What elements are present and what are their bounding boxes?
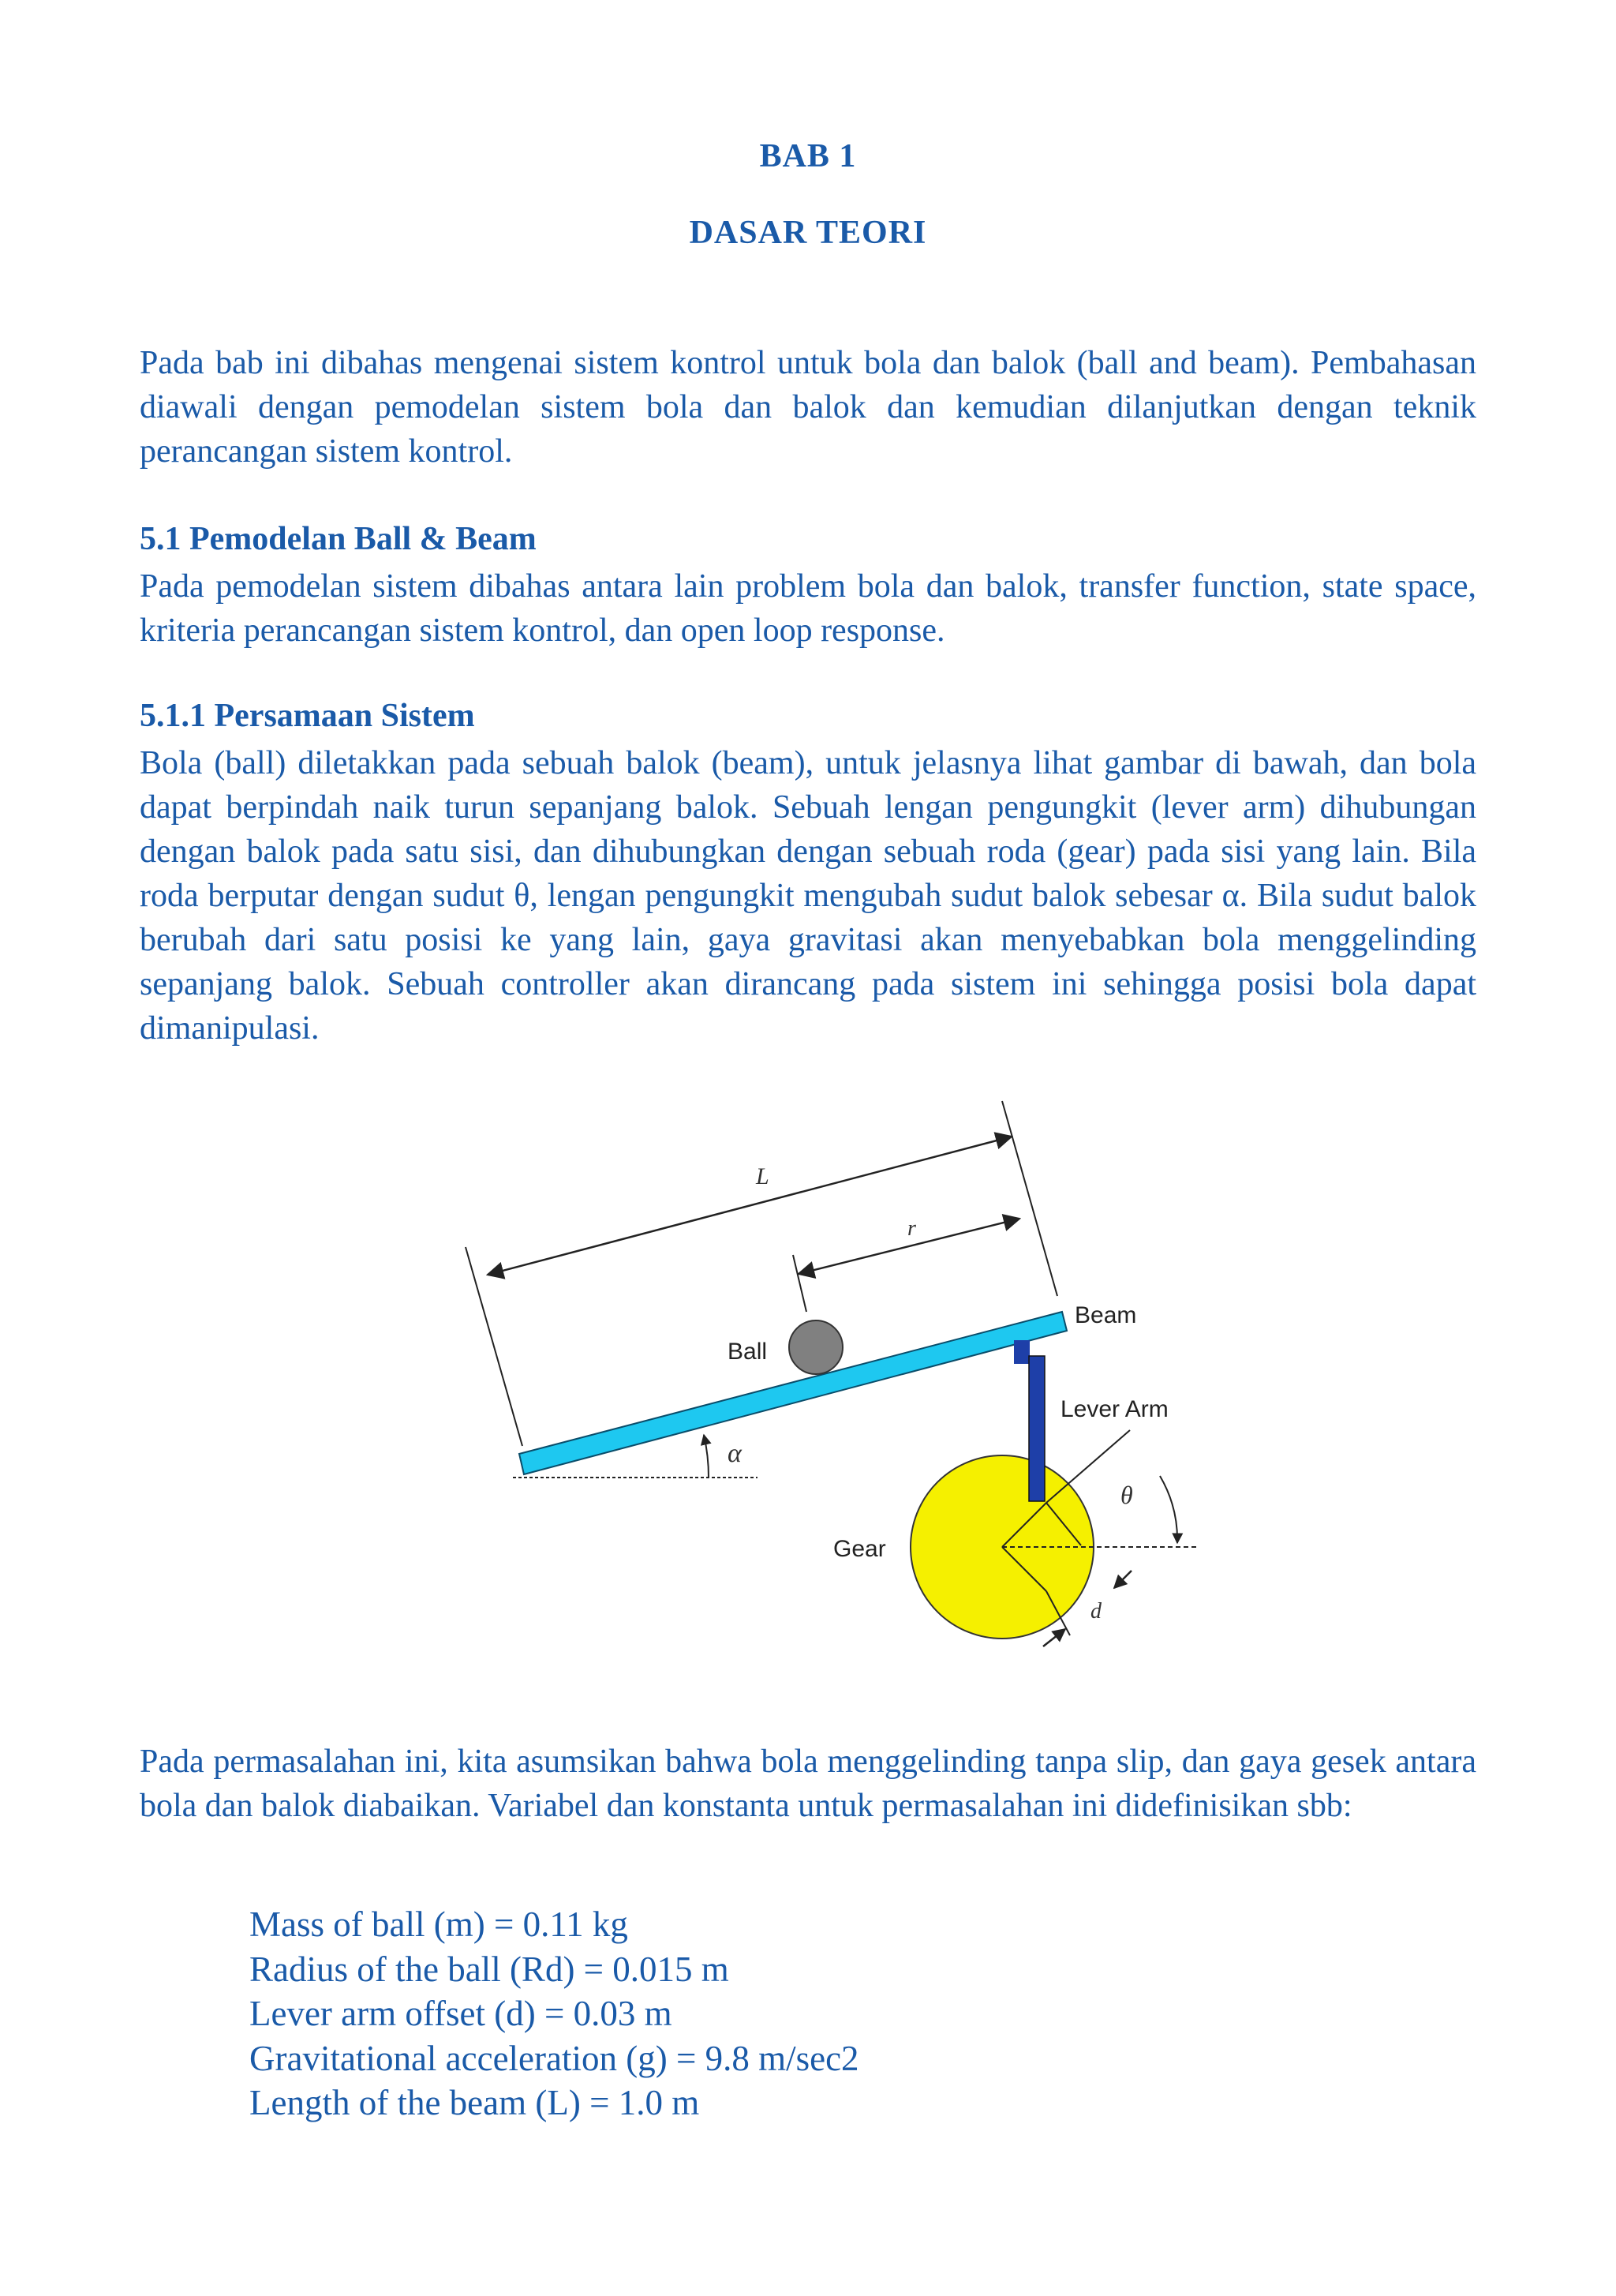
- label-gear: Gear: [833, 1536, 886, 1562]
- label-lever-arm: Lever Arm: [1060, 1396, 1169, 1422]
- d-arrow-bottom: [1043, 1629, 1065, 1646]
- l-dimension-arrow: [488, 1137, 1012, 1275]
- section-5-1-1-title: 5.1.1 Persamaan Sistem: [140, 698, 475, 734]
- ball: [789, 1320, 843, 1374]
- r-extension-ball: [793, 1255, 806, 1312]
- l-extension-right: [1002, 1101, 1057, 1296]
- parameter-gravity: Gravitational acceleration (g) = 9.8 m/sec2: [249, 2038, 859, 2078]
- label-alpha: α: [728, 1439, 742, 1468]
- l-extension-left: [466, 1247, 522, 1446]
- parameter-list: [249, 1902, 859, 2126]
- chapter-number: BAB 1: [759, 138, 857, 174]
- lever-pivot: [1014, 1340, 1030, 1364]
- lever-arm: [1029, 1356, 1045, 1501]
- parameter-radius: Radius of the ball (Rd) = 0.015 m: [249, 1949, 729, 1989]
- assumption-paragraph: Pada permasalahan ini, kita asumsikan bahwa bola menggelinding tanpa slip, dan gaya gesek antara bola dan balok diabaikan. Variabel dan konstanta untuk permasalahan ini didefinisikan sbb:: [140, 1744, 1476, 1824]
- theta-arc: [1160, 1476, 1177, 1543]
- section-5-1-text: Pada pemodelan sistem dibahas antara lain problem bola dan balok, transfer function, state space, kriteria perancangan sistem kontrol, dan open loop response.: [140, 568, 1476, 649]
- label-r: r: [907, 1216, 916, 1241]
- section-5-1-1-text: Bola (ball) diletakkan pada sebuah balok (beam), untuk jelasnya lihat gambar di bawah, dan bola dapat berpindah naik turun sepanjang balok. Sebuah lengan pengungkit (lever arm) dihubungan dengan balok pada satu sisi, dan dihubungkan dengan sebuah roda (gear) pada sisi yang lain. Bila roda berputar dengan sudut θ, lengan pengungkit mengubah sudut balok sebesar α. Bila sudut balok berubah dari satu posisi ke yang lain, gaya gravitasi akan menyebabkan bola menggelinding sepanjang balok. Sebuah controller akan dirancang pada sistem ini sehingga posisi bola dapat dimanipulasi.: [140, 745, 1476, 1047]
- label-ball: Ball: [728, 1339, 768, 1365]
- label-l: L: [756, 1163, 769, 1189]
- label-beam: Beam: [1075, 1302, 1137, 1328]
- parameter-mass: Mass of ball (m) = 0.11 kg: [249, 1905, 628, 1944]
- parameter-lever-offset: Lever arm offset (d) = 0.03 m: [249, 1994, 672, 2033]
- d-arrow-top: [1114, 1571, 1132, 1588]
- ball-beam-diagram: [442, 1081, 1231, 1673]
- label-d: d: [1090, 1599, 1102, 1624]
- label-theta: θ: [1120, 1481, 1133, 1509]
- chapter-title: DASAR TEORI: [689, 215, 927, 251]
- section-5-1-title: 5.1 Pemodelan Ball & Beam: [140, 521, 537, 557]
- alpha-arc: [704, 1435, 709, 1478]
- parameter-beam-length: Length of the beam (L) = 1.0 m: [249, 2083, 700, 2122]
- theta-reference-line: [1046, 1430, 1130, 1503]
- intro-paragraph: Pada bab ini dibahas mengenai sistem kontrol untuk bola dan balok (ball and beam). Pembahasan diawali dengan pemodelan sistem bola dan balok dan kemudian dilanjutkan dengan teknik perancangan sistem kontrol.: [140, 345, 1476, 470]
